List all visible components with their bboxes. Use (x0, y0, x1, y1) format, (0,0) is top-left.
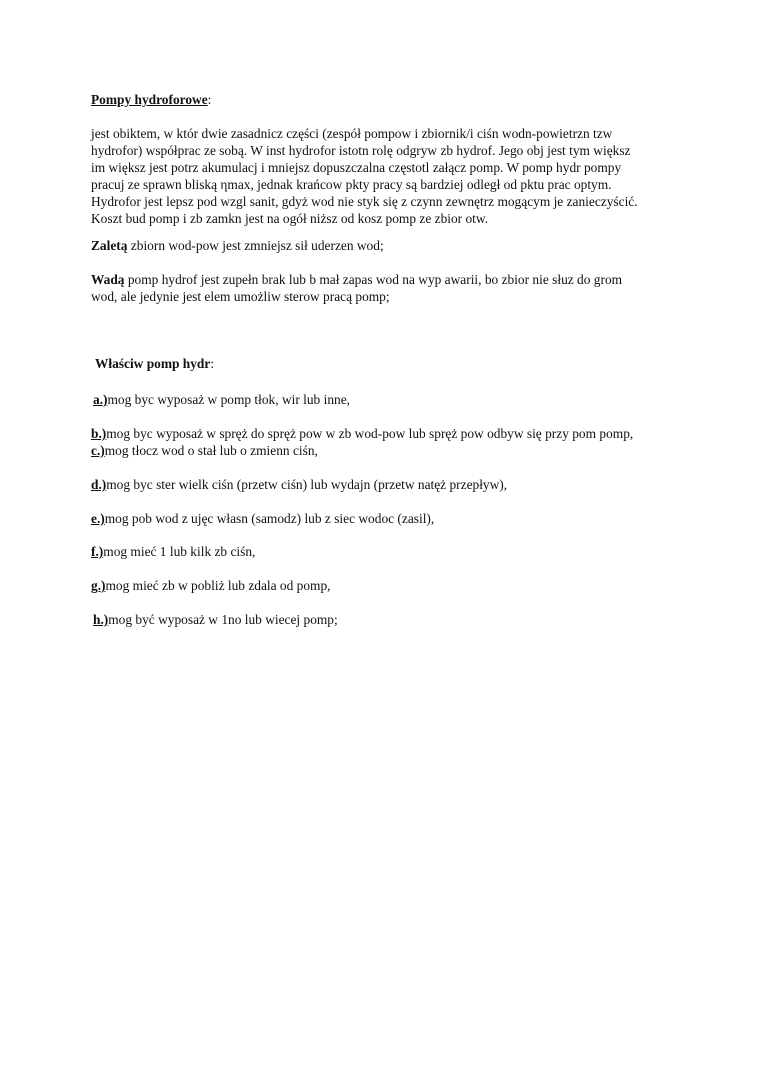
intro-line: Koszt bud pomp i zb zamkn jest na ogół niższ od kosz pomp ze zbior otw. (91, 211, 489, 226)
advantage-paragraph (91, 237, 681, 254)
list-item-a (93, 391, 683, 408)
list-item-f (91, 543, 681, 560)
properties-heading-text: Właściw pomp hydr (95, 356, 211, 371)
list-item-c (91, 442, 681, 459)
list-item-label: a.) (93, 392, 108, 407)
list-item-text: mog byc wyposaż w spręż do spręż pow w zb wod-pow lub spręż pow odbyw się przy pom pomp, (106, 426, 634, 441)
advantage-text: zbiorn wod-pow jest zmniejsz sił uderzen wod; (127, 238, 384, 253)
intro-line: pracuj ze sprawn bliską ηmax, jednak krańcow pkty pracy są bardziej odległ od pktu prac optym. (91, 177, 612, 192)
list-item-label: d.) (91, 477, 107, 492)
intro-line: Hydrofor jest lepsz pod wzgl sanit, gdyż wod nie styk się z czynn zewnętrz mogącym je zanieczyścić. (91, 194, 638, 209)
intro-line: im większ jest potrz akumulacj i mniejsz dopuszczalna częstotl załącz pomp. W pomp hydr pompy (91, 160, 622, 175)
disadvantage-line (91, 271, 681, 288)
list-item-label: h.) (93, 612, 109, 627)
list-item-b (91, 425, 681, 442)
list-item-label: c.) (91, 443, 105, 458)
list-item-label: e.) (91, 511, 105, 526)
list-item-text: mog być wyposaż w 1no lub wiecej pomp; (108, 612, 338, 627)
advantage-label: Zaletą (91, 238, 128, 253)
list-item-label: g.) (91, 578, 106, 593)
list-item-d (91, 476, 681, 493)
intro-line: jest obiktem, w któr dwie zasadnicz części (zespół pompow i zbiornik/i ciśn wodn-powietrzn tzw (91, 126, 613, 141)
disadvantage-label: Wadą (91, 272, 125, 287)
list-item-text: mog mieć zb w pobliż lub zdala od pomp, (105, 578, 331, 593)
list-item-e (91, 510, 681, 527)
section-title (91, 91, 681, 108)
title-text: Pompy hydroforowe (91, 92, 208, 107)
properties-heading (95, 355, 685, 372)
disadvantage-paragraph (91, 271, 681, 305)
intro-paragraph (91, 125, 681, 227)
disadvantage-text: pomp hydrof jest zupełn brak lub b mał zapas wod na wyp awarii, bo zbior nie słuz do grom (124, 272, 623, 287)
list-item-h (93, 611, 683, 628)
list-item-text: mog byc wyposaż w pomp tłok, wir lub inne, (107, 392, 351, 407)
disadvantage-line: wod, ale jedynie jest elem umożliw sterow pracą pomp; (91, 289, 390, 304)
list-item-group-bc (91, 425, 681, 459)
list-item-g (91, 577, 681, 594)
list-item-label: f.) (91, 544, 104, 559)
list-item-text: mog pob wod z ujęc własn (samodz) lub z siec wodoc (zasil), (104, 511, 435, 526)
list-item-text: mog mieć 1 lub kilk zb ciśn, (103, 544, 256, 559)
list-item-text: mog tłocz wod o stał lub o zmienn ciśn, (104, 443, 318, 458)
properties-heading-colon: : (210, 356, 215, 371)
list-item-label: b.) (91, 426, 107, 441)
list-item-text: mog byc ster wielk ciśn (przetw ciśn) lub wydajn (przetw natęż przepływ), (106, 477, 508, 492)
title-colon: : (207, 92, 212, 107)
intro-line: hydrofor) współprac ze sobą. W inst hydrofor istotn rolę odgryw zb hydrof. Jego obj jest tym większ (91, 143, 631, 158)
